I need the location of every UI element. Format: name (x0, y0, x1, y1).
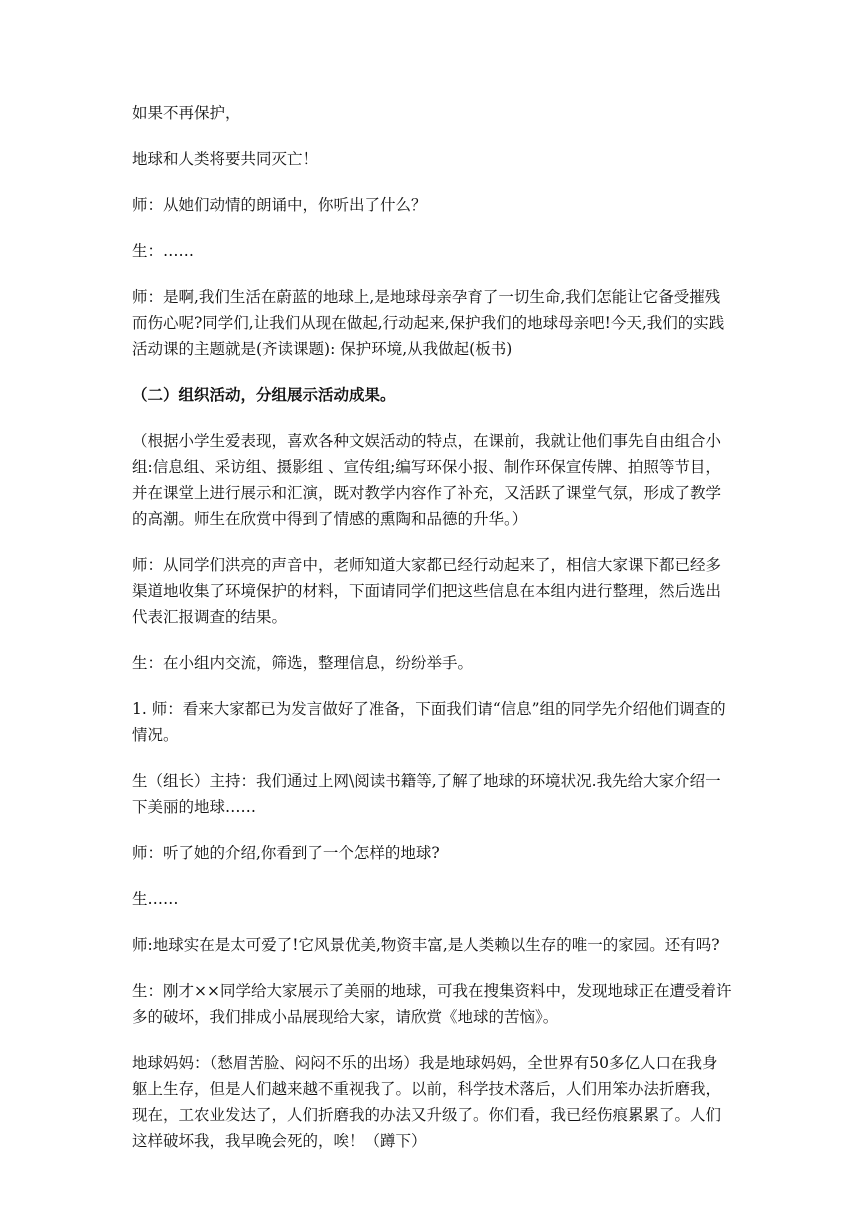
paragraph-1: 如果不再保护， (132, 104, 241, 122)
paragraph-12: 师：听了她的介绍,你看到了一个怎样的地球? (132, 844, 440, 862)
document-body (132, 100, 732, 1174)
paragraph-13: 生…… (132, 890, 179, 908)
paragraph-16: 地球妈妈：（愁眉苦脸、闷闷不乐的出场）我是地球妈妈，全世界有50多亿人口在我身躯上生存，但是人们越来越不重视我了。以前，科学技术落后，人们用笨办法折磨我，现在，工农业发达了，人们折磨我的办法又升级了。你们看，我已经伤痕累累了。人们这样破坏我，我早晚会死的，唉！（蹲下） (132, 1054, 722, 1150)
paragraph-9: 生：在小组内交流，筛选，整理信息，纷纷举手。 (132, 654, 474, 672)
paragraph-11: 生（组长）主持：我们通过上网\阅读书籍等,了解了地球的环境状况.我先给大家介绍一下美丽的地球…… (132, 772, 721, 816)
section-heading: （二）组织活动，分组展示活动成果。 (132, 386, 396, 404)
paragraph-3: 师：从她们动情的朗诵中，你听出了什么？ (132, 196, 427, 214)
paragraph-4: 生：…… (132, 242, 195, 260)
paragraph-2: 地球和人类将要共同灭亡！ (132, 150, 319, 168)
paragraph-8: 师：从同学们洪亮的声音中，老师知道大家都已经行动起来了，相信大家课下都已经多渠道地收集了环境保护的材料，下面请同学们把这些信息在本组内进行整理，然后选出代表汇报调查的结果。 (132, 556, 722, 626)
paragraph-7: （根据小学生爱表现，喜欢各种文娱活动的特点，在课前，我就让他们事先自由组合小组:信息组、采访组、摄影组 、宣传组;编写环保小报、制作环保宣传牌、拍照等节目，并在课堂上进行展示和汇演，既对教学内容作了补充，又活跃了课堂气氛，形成了教学的高潮。师生在欣赏中得到了情感的熏陶和品德的升华。） (132, 432, 722, 528)
paragraph-14: 师:地球实在是太可爱了!它风景优美,物资丰富,是人类赖以生存的唯一的家园。还有吗? (132, 936, 720, 954)
paragraph-5: 师：是啊,我们生活在蔚蓝的地球上,是地球母亲孕育了一切生命,我们怎能让它备受摧残而伤心呢?同学们,让我们从现在做起,行动起来,保护我们的地球母亲吧!今天,我们的实践活动课的主题就是(齐读课题): 保护环境,从我做起(板书) (132, 288, 725, 358)
paragraph-15: 生：刚才××同学给大家展示了美丽的地球，可我在搜集资料中，发现地球正在遭受着许多的破坏，我们排成小品展现给大家，请欣赏《地球的苦恼》。 (132, 982, 732, 1026)
paragraph-10: 1. 师：看来大家都已为发言做好了准备，下面我们请“信息”组的同学先介绍他们调查的情况。 (132, 700, 726, 744)
